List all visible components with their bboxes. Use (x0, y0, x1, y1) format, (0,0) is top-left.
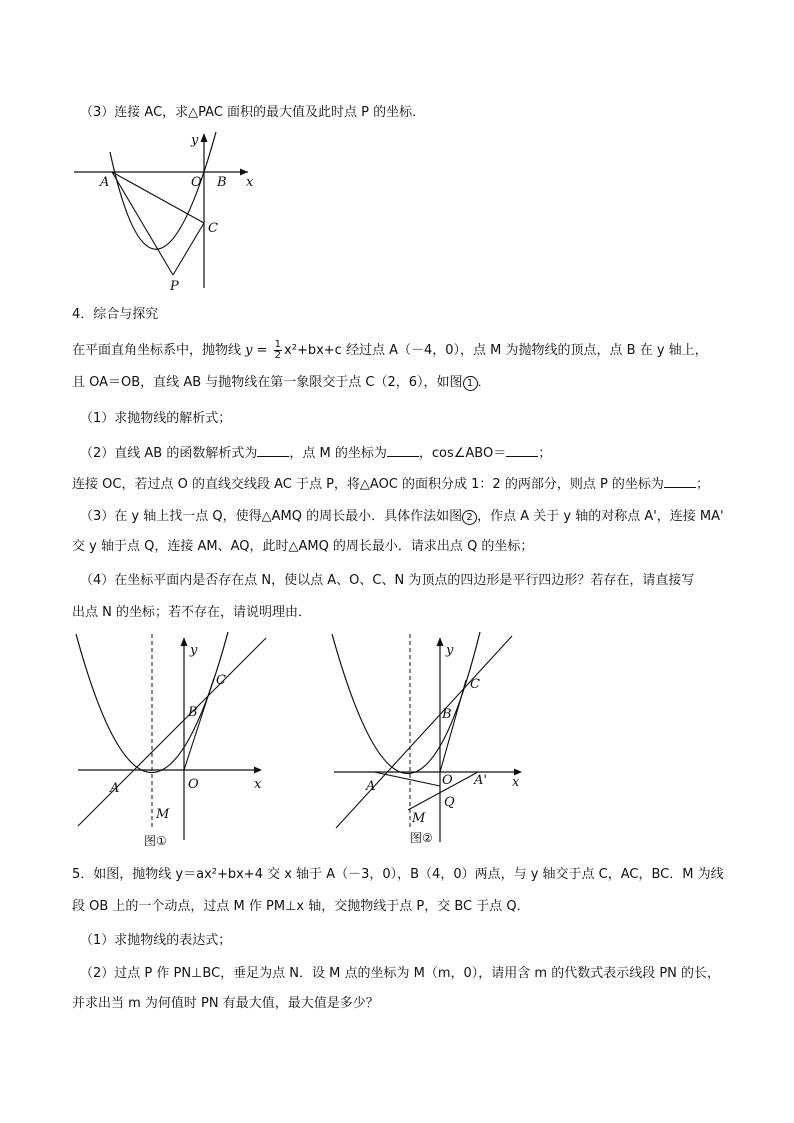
q5-sub-2b: 并求出当 m 为何值时 PN 有最大值，最大值是多少？ (72, 996, 379, 1011)
caption-2: 图② (410, 831, 433, 845)
question-5-line-1: 5．如图，抛物线 y＝ax²+bx+4 交 x 轴于 A（－3，0），B（4，0）两点，与 y 轴交于点 C，AC，BC．M 为线 (72, 867, 724, 882)
q4-sub-2b: 连接 OC，若过点 O 的直线交线段 AC 于点 P，将△AOC 的面积分成 1：2 的两部分，则点 P 的坐标为 ； (72, 477, 709, 492)
q4-sub-3: （3）在 y 轴上找一点 Q，使得△AMQ 的周长最小．具体作法如图 2 ，作点 A 关于 y 轴的对称点 A'，连接 MA' (80, 509, 724, 524)
segment-oc (440, 680, 466, 772)
label-a: A (366, 779, 376, 794)
label-x: x (254, 777, 262, 792)
q4-sub-4b: 出点 N 的坐标；若不存在，请说明理由． (72, 605, 311, 620)
label-y: y (190, 643, 198, 658)
label-b: B (188, 705, 198, 720)
x-axis-arrow (254, 767, 262, 774)
label-c: C (470, 677, 480, 692)
line-ab (78, 638, 266, 826)
label-c: C (208, 221, 218, 236)
label-x: x (512, 775, 520, 790)
label-b: B (217, 175, 227, 190)
label-y: y (446, 643, 454, 658)
label-a: A (100, 175, 110, 190)
label-x: x (246, 175, 254, 190)
question-4-title: 4．综合与探究 (72, 307, 159, 322)
q4-line-2: 且 OA＝OB，直线 AB 与抛物线在第一象限交于点 C（2，6），如图 1 ． (72, 375, 491, 390)
label-m: M (412, 811, 426, 826)
caption-1: 图① (144, 834, 167, 848)
label-o: O (188, 777, 199, 792)
figure-2 (328, 630, 538, 855)
label-q: Q (444, 795, 455, 810)
label-o: O (191, 175, 202, 190)
y-axis-arrow (437, 637, 444, 646)
label-a: A (110, 781, 120, 796)
line-ab (336, 636, 512, 828)
q4-sub-4a: （4）在坐标平面内是否存在点 N，使以点 A、O、C、N 为顶点的四边形是平行四边形？若存在，请直接写 (80, 573, 695, 588)
label-p: P (170, 279, 179, 294)
label-y: y (191, 133, 199, 148)
parabola (110, 132, 216, 249)
q4-sub-3b: 交 y 轴于点 Q，连接 AM、AQ，此时△AMQ 的周长最小．请求出点 Q 的坐标； (72, 539, 534, 554)
segment-oc (184, 678, 214, 770)
label-b: B (442, 707, 452, 722)
label-c: C (216, 673, 226, 688)
figure-1 (70, 630, 280, 855)
q4-sub-1: （1）求抛物线的解析式； (80, 411, 232, 426)
y-axis-arrow (201, 133, 208, 142)
q4-line-1: 在平面直角坐标系中，抛物线 y = $\frac{1}{2}$ x²+bx+c 经过点 A（－4，0），点 M 为抛物线的顶点，点 B 在 y 轴上， (72, 339, 708, 361)
q4-sub-2: （2）直线 AB 的函数解析式为 ，点 M 的坐标为 ，cos∠ABO＝ ； (80, 446, 552, 461)
segment-ap (112, 172, 173, 275)
segment-pc (173, 223, 204, 275)
problem-3-part3: （3）连接 AC，求△PAC 面积的最大值及此时点 P 的坐标． (80, 105, 426, 120)
figure-pac (70, 130, 260, 295)
q5-sub-2a: （2）过点 P 作 PN⊥BC，垂足为点 N．设 M 点的坐标为 M（m，0），请用含 m 的代数式表示线段 PN 的长， (80, 966, 721, 981)
fraction-half: $\frac{1}{2}$ (274, 339, 282, 361)
segment-aq (374, 772, 440, 786)
label-a-prime: A' (474, 773, 487, 788)
label-o: O (442, 773, 453, 788)
label-m: M (156, 807, 170, 822)
question-5-line-2: 段 OB 上的一个动点，过点 M 作 PM⊥x 轴，交抛物线于点 P，交 BC 于点 Q． (72, 899, 530, 914)
q5-sub-1: （1）求抛物线的表达式； (80, 933, 232, 948)
y-axis-arrow (181, 637, 188, 646)
